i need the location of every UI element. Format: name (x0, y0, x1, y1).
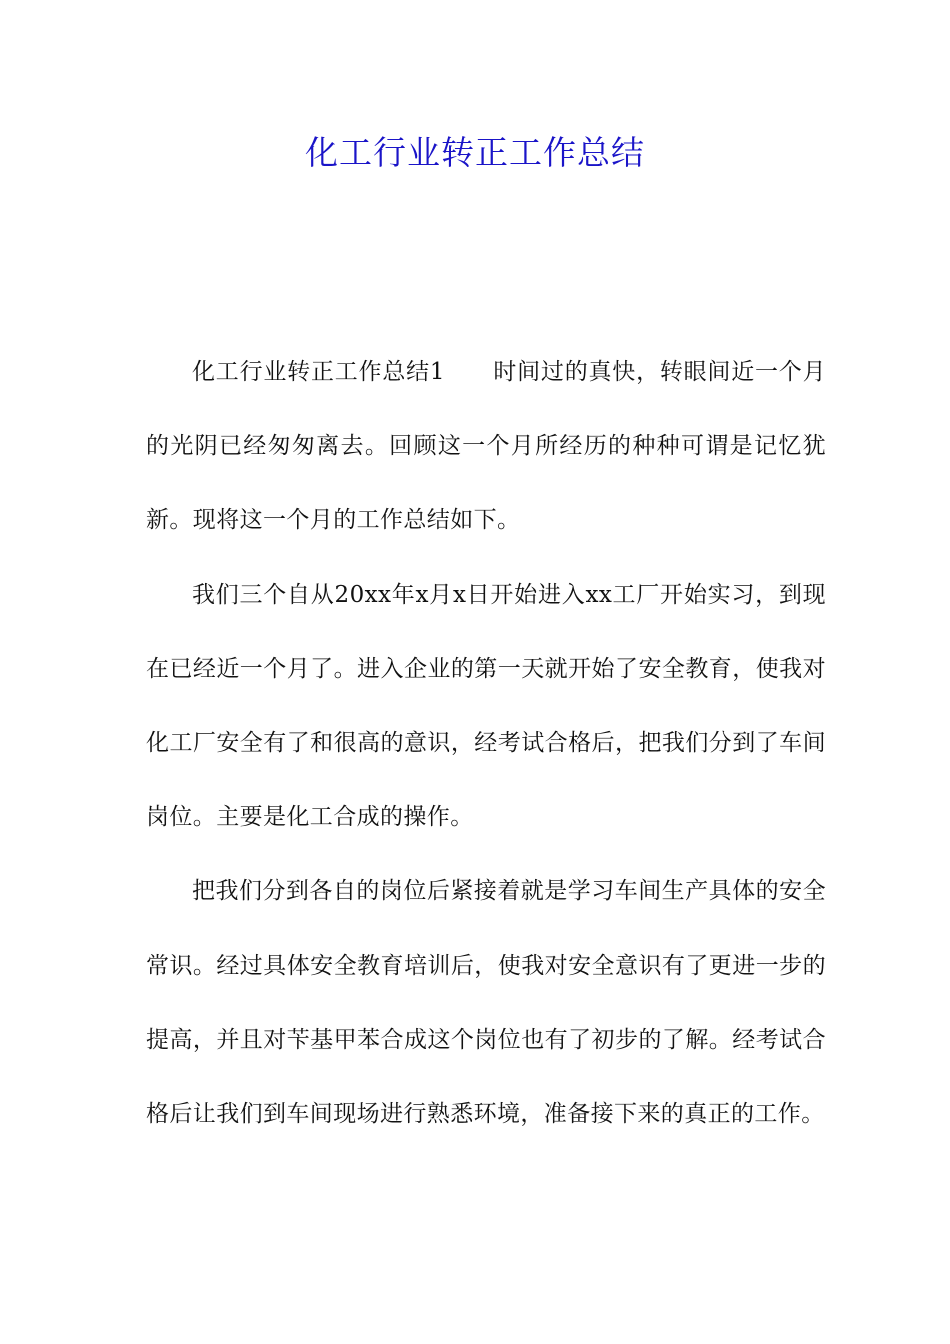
paragraph-3: 把我们分到各自的岗位后紧接着就是学习车间生产具体的安全常识。经过具体安全教育培训后，使我对安全意识有了更进一步的提高，并且对苄基甲苯合成这个岗位也有了初步的了解。经考试合格后让我们到车间现场进行熟悉环境，准备接下来的真正的工作。 (146, 878, 826, 1128)
paragraph-1-text: 时间过的真快，转眼间近一个月的光阴已经匆匆离去。回顾这一个月所经历的种种可谓是记忆犹新。现将这一个月的工作总结如下。 (146, 359, 826, 534)
document-body (146, 335, 826, 1151)
paragraph-1 (146, 335, 826, 558)
document-title: 化工行业转正工作总结 (305, 133, 645, 172)
paragraph-1-lead: 化工行业转正工作总结1 (192, 359, 445, 385)
paragraph-2: 我们三个自从20xx年x月x日开始进入xx工厂开始实习，到现在已经近一个月了。进入企业的第一天就开始了安全教育，使我对化工厂安全有了和很高的意识，经考试合格后，把我们分到了车间岗位。主要是化工合成的操作。 (146, 581, 826, 831)
